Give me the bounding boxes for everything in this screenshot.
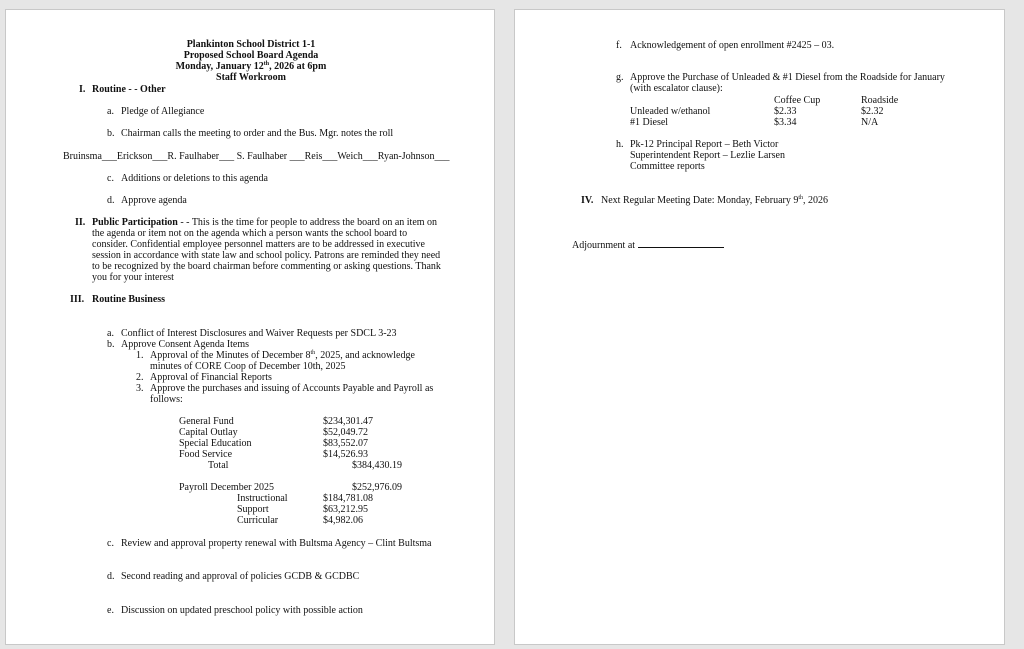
item-open-enrollment: Acknowledgement of open enrollment #2425 – 03. bbox=[630, 40, 835, 51]
item-conflict-of-interest: Conflict of Interest Disclosures and Waiver Requests per SDCL 3-23 bbox=[121, 328, 397, 339]
item-approve-agenda: Approve agenda bbox=[121, 195, 187, 206]
sub-item-number: 3. bbox=[136, 383, 144, 394]
fuel-col-header-coffee-cup: Coffee Cup bbox=[774, 95, 821, 106]
fund-name: Special Education bbox=[179, 438, 252, 449]
district-name: Plankinton School District 1-1 bbox=[186, 39, 316, 50]
payroll-category: Instructional bbox=[237, 493, 288, 504]
item-committee-reports: Committee reports bbox=[630, 161, 705, 172]
sub-item-number: 2. bbox=[136, 372, 144, 383]
sub-item-financial-reports: Approval of Financial Reports bbox=[150, 372, 272, 383]
item-letter: b. bbox=[107, 128, 115, 139]
fuel-col-header-roadside: Roadside bbox=[861, 95, 899, 106]
item-policies-reading: Second reading and approval of policies GCDB & GCDBC bbox=[121, 571, 360, 582]
item-letter: h. bbox=[616, 139, 624, 150]
meeting-location: Staff Workroom bbox=[216, 72, 286, 83]
funds-total-label: Total bbox=[208, 460, 229, 471]
payroll-category-amount: $184,781.08 bbox=[323, 493, 373, 504]
item-principal-report: Pk-12 Principal Report – Beth Victor bbox=[630, 139, 779, 150]
agenda-title: Proposed School Board Agenda bbox=[183, 50, 319, 61]
item-letter: b. bbox=[107, 339, 115, 350]
item-fuel-purchase: Approve the Purchase of Unleaded & #1 Diesel from the Roadside for January bbox=[630, 72, 945, 83]
item-pledge: Pledge of Allegiance bbox=[121, 106, 205, 117]
item-call-to-order: Chairman calls the meeting to order and the Bus. Mgr. notes the roll bbox=[121, 128, 394, 139]
item-letter: c. bbox=[107, 173, 114, 184]
item-fuel-purchase-cont: (with escalator clause): bbox=[630, 83, 723, 94]
payroll-category-amount: $4,982.06 bbox=[323, 515, 363, 526]
document-page-1 bbox=[5, 9, 495, 645]
public-participation-paragraph: Public Participation - - This is the time for people to address the board on an item on the agenda or item not on the agenda which a person wants the school board to consider. Confidential employee personnel matters are to be addressed in executive session in accordance with state law and school policy. Patrons are reminded they need to be recognized by the board chairman before commenting or asking questions. Thank you for your interest bbox=[92, 217, 441, 283]
meeting-date: Monday, January 12th, 2026 at 6pm bbox=[175, 61, 327, 72]
item-letter: g. bbox=[616, 72, 624, 83]
fund-name: Capital Outlay bbox=[179, 427, 238, 438]
document-page-2 bbox=[514, 9, 1005, 645]
fuel-price-roadside: N/A bbox=[861, 117, 879, 128]
sub-item-accounts-payable: Approve the purchases and issuing of Accounts Payable and Payroll as follows: bbox=[150, 383, 434, 405]
section-3-number: III. bbox=[70, 294, 85, 305]
fund-name: General Fund bbox=[179, 416, 234, 427]
fuel-price-coffee-cup: $3.34 bbox=[774, 117, 797, 128]
payroll-category: Support bbox=[237, 504, 269, 515]
item-property-renewal: Review and approval property renewal with Bultsma Agency – Clint Bultsma bbox=[121, 538, 432, 549]
fund-amount: $14,526.93 bbox=[323, 449, 368, 460]
fund-name: Food Service bbox=[179, 449, 233, 460]
item-letter: a. bbox=[107, 106, 114, 117]
funds-total-amount: $384,430.19 bbox=[352, 460, 402, 471]
item-superintendent-report: Superintendent Report – Lezlie Larsen bbox=[630, 150, 785, 161]
payroll-amount: $252,976.09 bbox=[352, 482, 402, 493]
item-letter: e. bbox=[107, 605, 114, 616]
adjournment-blank bbox=[638, 238, 724, 248]
item-consent-agenda: Approve Consent Agenda Items bbox=[121, 339, 250, 350]
fuel-price-coffee-cup: $2.33 bbox=[774, 106, 797, 117]
fuel-type: Unleaded w/ethanol bbox=[630, 106, 711, 117]
item-letter: d. bbox=[107, 571, 115, 582]
fuel-price-roadside: $2.32 bbox=[861, 106, 884, 117]
item-preschool-policy: Discussion on updated preschool policy with possible action bbox=[121, 605, 363, 616]
section-3-title: Routine Business bbox=[92, 294, 166, 305]
payroll-label: Payroll December 2025 bbox=[179, 482, 274, 493]
adjournment-line: Adjournment at bbox=[572, 238, 724, 251]
sub-item-number: 1. bbox=[136, 350, 144, 361]
item-additions: Additions or deletions to this agenda bbox=[121, 173, 268, 184]
item-letter: f. bbox=[616, 40, 622, 51]
fund-amount: $234,301.47 bbox=[323, 416, 373, 427]
roll-call-line: Bruinsma___Erickson___R. Faulhaber___ S. Faulhaber ___Reis___Weich___Ryan-Johnson___ bbox=[63, 151, 450, 162]
item-letter: d. bbox=[107, 195, 115, 206]
fuel-type: #1 Diesel bbox=[630, 117, 669, 128]
section-1-title: Routine - - Other bbox=[92, 84, 166, 95]
fund-amount: $52,049.72 bbox=[323, 427, 368, 438]
item-letter: c. bbox=[107, 538, 114, 549]
section-2-title: Public Participation bbox=[92, 217, 178, 228]
section-4-number: IV. bbox=[581, 195, 594, 206]
section-2-number: II. bbox=[75, 217, 86, 228]
fund-amount: $83,552.07 bbox=[323, 438, 368, 449]
item-letter: a. bbox=[107, 328, 114, 339]
sub-item-minutes: Approval of the Minutes of December 8th, 2025, and acknowledge minutes of CORE Coop of December 10th, 2025 bbox=[150, 350, 415, 372]
section-1-number: I. bbox=[79, 84, 86, 95]
next-meeting-date: Next Regular Meeting Date: Monday, February 9th, 2026 bbox=[601, 195, 829, 206]
payroll-category: Curricular bbox=[237, 515, 279, 526]
payroll-category-amount: $63,212.95 bbox=[323, 504, 368, 515]
